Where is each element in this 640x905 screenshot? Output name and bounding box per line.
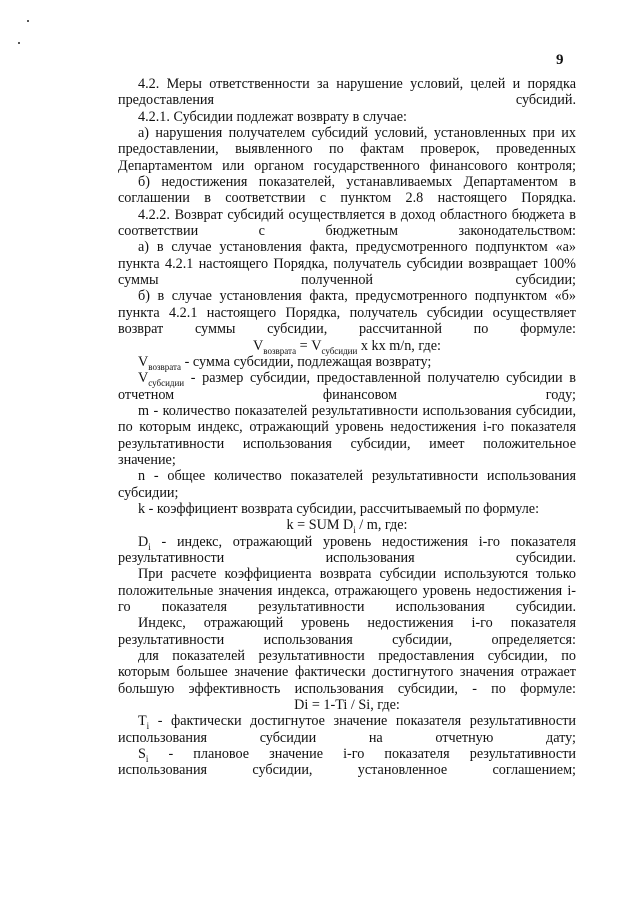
paragraph: m - количество показателей результативности использования субсидии, по которым индекс, отражающий уровень недостижения i-го показателя результативности использования субсидии, имеет положительное значение;: [118, 402, 576, 468]
paragraph: $V_{возврата}$ - сумма субсидии, подлежащая возврату;: [138, 353, 432, 372]
formula: $V_{возврата} = V_{субсидии}$ x kx m/n, где:: [253, 337, 441, 356]
paragraph: Индекс, отражающий уровень недостижения i-го показателя результативности использования субсидии, определяется:: [118, 615, 576, 648]
formula: Di = 1-Ti / Si, где:: [294, 697, 400, 714]
scan-speck: [18, 42, 20, 44]
paragraph: $D_i$ - индекс, отражающий уровень недостижения i-го показателя результативности использования субсидии.: [118, 533, 576, 566]
paragraph: б) в случае установления факта, предусмотренного подпунктом «б» пункта 4.2.1 настоящего Порядка, получатель субсидии осуществляет возврат суммы субсидии, рассчитанной по формуле:: [118, 288, 576, 338]
scan-speck: [27, 20, 29, 22]
paragraph: k - коэффициент возврата субсидии, рассчитываемый по формуле:: [138, 500, 540, 517]
paragraph: 4.2.1. Субсидии подлежат возврату в случае:: [138, 108, 407, 125]
page-number: 9: [556, 52, 564, 68]
paragraph: а) нарушения получателем субсидий условий, установленных при их предоставлении, выявленного по фактам проверок, проведенных Департаментом или органом государственного финансового контроля;: [118, 125, 576, 174]
document-body: [118, 76, 576, 779]
paragraph: $V_{субсидии}$ - размер субсидии, предоставленной получателю субсидии в отчетном финансовом году;: [118, 370, 576, 403]
paragraph: 4.2. Меры ответственности за нарушение условий, целей и порядка предоставления субсидий.: [118, 76, 576, 109]
paragraph: б) недостижения показателей, устанавливаемых Департаментом в соглашении в соответствии с пунктом 2.8 настоящего Порядка.: [118, 174, 576, 207]
paragraph: $T_i$ - фактически достигнутое значение показателя результативности использования субсидии на отчетную дату;: [118, 713, 576, 746]
paragraph: для показателей результативности предоставления субсидии, по которым большее значение фактически достигнутого значения отражает большую эффективность использования субсидии, - по формуле:: [118, 648, 576, 697]
paragraph: 4.2.2. Возврат субсидий осуществляется в доход областного бюджета в соответствии с бюджетным законодательством:: [118, 206, 576, 240]
paragraph: $S_i$ - плановое значение i-го показателя результативности использования субсидии, установленное соглашением;: [118, 746, 576, 779]
formula: k = SUM $D_i$ / m, где:: [286, 517, 408, 536]
paragraph: n - общее количество показателей результативности использования субсидии;: [118, 468, 576, 501]
paragraph: При расчете коэффициента возврата субсидии используются только положительные значения индекса, отражающего уровень недостижения i-го показателя результативности использования субсидии.: [118, 566, 576, 615]
paragraph: а) в случае установления факта, предусмотренного подпунктом «а» пункта 4.2.1 настоящего Порядка, получатель субсидии возвращает 100% суммы полученной субсидии;: [118, 239, 576, 289]
